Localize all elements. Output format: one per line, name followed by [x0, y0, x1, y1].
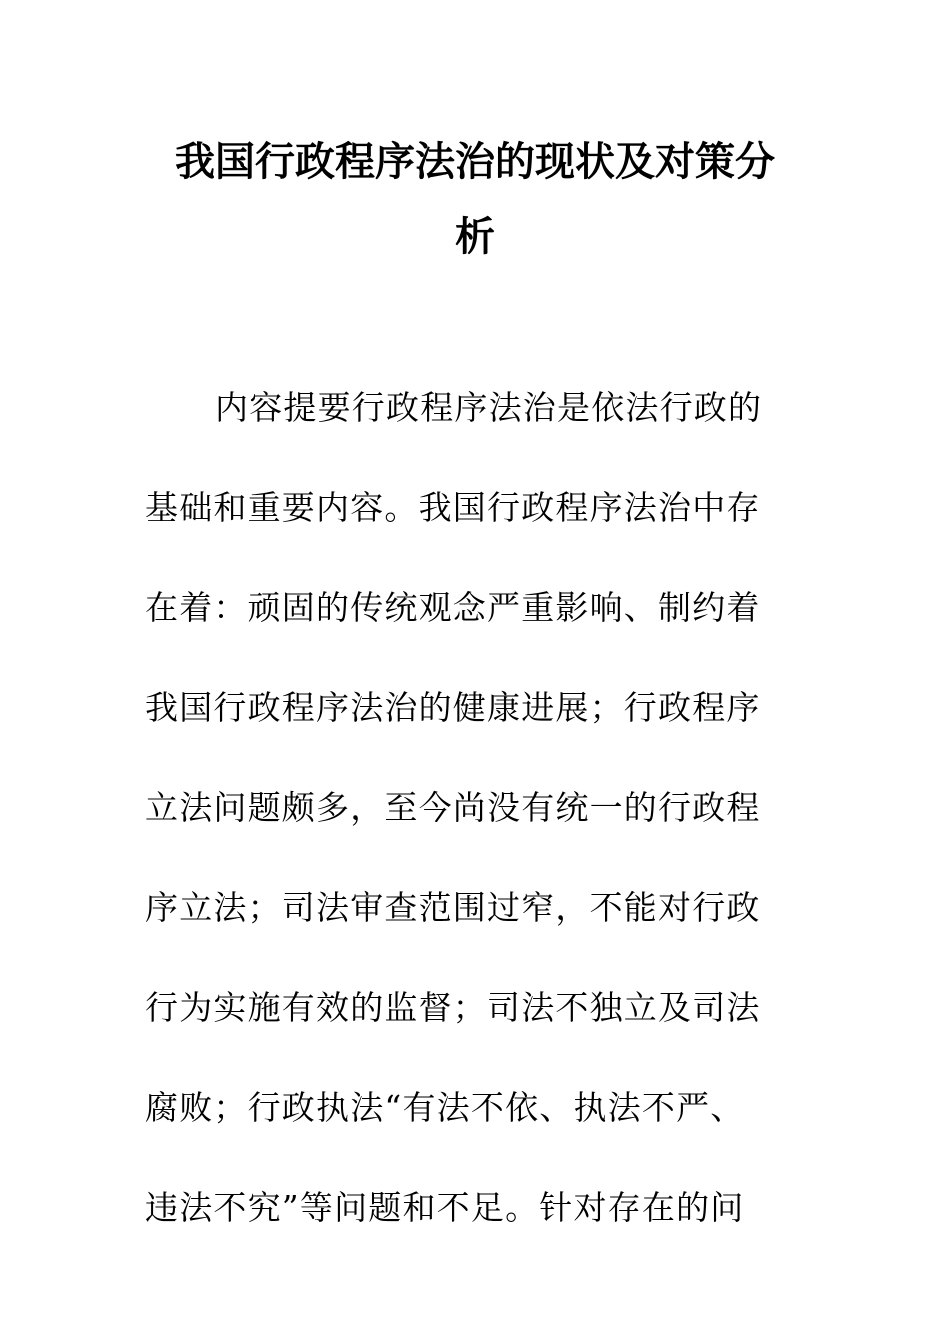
paragraph-line-1: 内容提要行政程序法治是依法行政的: [215, 388, 763, 427]
paragraph-line-6: 序立法；司法审查范围过窄，不能对行政: [145, 888, 761, 927]
paragraph-line-4: 我国行政程序法治的健康进展；行政程序: [145, 688, 761, 727]
document-title-line-2: 析: [455, 213, 495, 260]
paragraph-line-7: 行为实施有效的监督；司法不独立及司法: [145, 988, 761, 1027]
paragraph-line-2: 基础和重要内容。我国行政程序法治中存: [145, 488, 761, 527]
document-title-line-1: 我国行政程序法治的现状及对策分: [175, 138, 775, 185]
paragraph-line-8: 腐败；行政执法“有法不依、执法不严、: [145, 1088, 745, 1127]
paragraph-line-3: 在着：顽固的传统观念严重影响、制约着: [145, 588, 761, 627]
paragraph-line-5: 立法问题颇多，至今尚没有统一的行政程: [145, 788, 761, 827]
paragraph-line-9: 违法不究”等问题和不足。针对存在的问: [145, 1188, 745, 1227]
